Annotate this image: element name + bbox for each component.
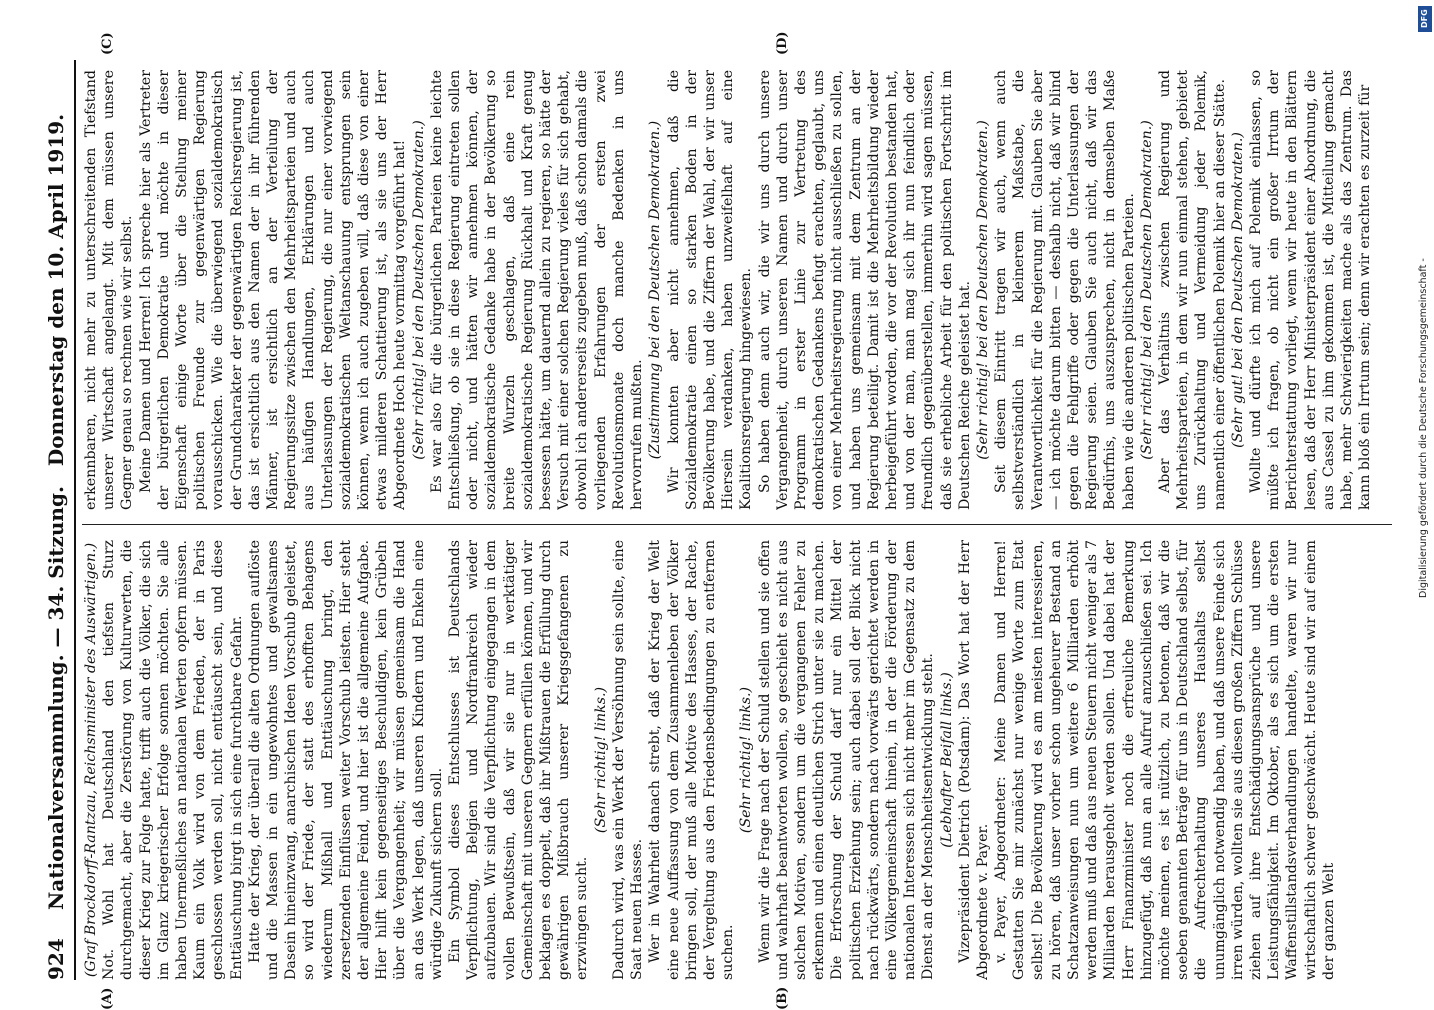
paragraph: Seit diesem Eintritt tragen wir auch, wenn auch selbstverständlich in kleinerem Maßstabe, die Verantwortlichkeit für die Regierung mit. Glauben Sie aber — ich möchte darum bitten — deshalb nicht, daß wir blind gegen die Fehlgriffe oder gegen die Unterlassungen der Regierung seien. Glauben Sie auch nicht, daß wir das Bedürfnis, uns auszusprechen, nicht in demselben Maße haben wie die anderen politischen Parteien. bbox=[993, 70, 1137, 510]
paragraph: Wenn wir die Frage nach der Schuld stellen und sie offen und wahrhaft beantworten wollen, so geschieht es nicht aus solchen Motiven, sondern um die vergangenen Fehler zu erkennen und einen deutlichen Strich unter sie zu machen. Die Erforschung der Schuld darf nur ein Mittel der politischen Erziehung sein; auch dabei soll der Blick nicht nach rückwärts, sondern nach vorwärts gerichtet werden in eine Völkergemeinschaft hinein, in der die Förderung der nationalen Interessen sich nicht mehr im Gegensatz zu dem Dienst an der Menschheitsentwicklung steht. bbox=[756, 540, 937, 980]
paragraph: Wollte und dürfte ich mich auf Polemik einlassen, so müßte ich fragen, ob nicht ein großer Irrtum der Berichterstattung vorliegt, wenn wir heute in den Blättern lesen, daß der Herr Ministerpräsident einer Abordnung, die aus Cassel zu ihm gekommen ist, die Mitteilung gemacht habe, mehr Schwierigkeiten mache als das Zentrum. Das kann bloß ein Irrtum sein; denn wir erachten es zurzeit für bbox=[1248, 70, 1374, 510]
digitization-stamp bbox=[1418, 6, 1432, 996]
interjection: (Lebhafter Beifall links.) bbox=[938, 672, 955, 848]
interjection: (Sehr richtig! links.) bbox=[592, 686, 609, 834]
paragraph: v. Payer, Abgeordneter: Meine Damen und Herren! Gestatten Sie mir zunächst nur wenige Worte zum Etat selbst! Die Bevölkerung wird es am meisten interessieren, zu hören, daß unser vorher schon ungeheurer Bestand an Schatzanweisungen nun um weitere 6 Milliarden erhöht werden muß und daß aus neuen Steuern nicht weniger als 7 Milliarden herausgeholt werden sollen. Und dabei hat der Herr Finanzminister noch die erfreuliche Bemerkung hinzugefügt, daß nun an alle Aufruf anzuschließen sei. Ich möchte meinen, es ist nützlich, zu betonen, daß wir die soeben genannten Beträge für uns in Deutschland selbst, für die Aufrechterhaltung unseres Haushalts selbst unumgänglich notwendig haben, und daß unsere Feinde sich irren würden, wollten sie aus diesen großen Ziffern Schlüsse ziehen auf ihre Entschädigungsansprüche und unsere Leistungsfähigkeit. Im Oktober, als es sich um die ersten Waffenstillstandsverhandlungen handelte, waren wir nur wirtschaftlich schwer geschwächt. Heute sind wir auf einem der ganzen Welt bbox=[993, 540, 1337, 980]
paragraph: Hatte der Krieg, der überall die alten Ordnungen auflöste und die Massen in ein ungewohntes und gewaltsames Dasein hineinzwang, anarchischen Ideen Vorschub geleistet, so wird der Friede, der statt des erhofften Behagens wiederum Mißhall und Enttäuschung bringt, den zersetzenden Einflüssen weiter Vorschub leisten. Hier steht der allgemeine Feind, und hier ist die allgemeine Aufgabe. Hier hilft kein gegenseitiges Beschuldigen, kein Grübeln über die Vergangenheit; wir müssen gemeinsam die Hand an das Werk legen, daß unseren Kindern und Enkeln eine würdige Zukunft sichern soll. bbox=[246, 540, 445, 980]
margin-mark-c: (C) bbox=[100, 32, 115, 55]
paragraph: So haben denn auch wir, die wir uns durch unsere Vergangenheit, durch unseren Namen und durch unser Programm in erster Linie zur Vertretung des demokratischen Gedankens befugt erachten, geglaubt, uns von einer Mehrheitsregierung nicht ausschließen zu sollen, und haben uns gemeinsam mit dem Zentrum an der Regierung beteiligt. Damit ist die Mehrheitsbildung wieder herbeigeführt worden, die vor der Revolution bestanden hat, und von der man, man mag sich ihr nun feindlich oder freundlich gegenüberstellen, immerhin wird sagen müssen, daß sie erhebliche Arbeit für den politischen Fortschritt im Deutschen Reiche geleistet hat. bbox=[756, 70, 973, 510]
running-date: Donnerstag den 10. April 1919. bbox=[44, 113, 68, 467]
interjection: (Zustimmung bei den Deutschen Demokraten.) bbox=[647, 120, 664, 460]
page-number: 924 bbox=[44, 938, 68, 980]
paragraph: Meine Damen und Herren! Ich spreche hier als Vertreter der bürgerlichen Demokratie und möchte in dieser Eigenschaft einige Worte über die Stellung meiner politischen Freunde zur gegenwärtigen Regierung vorausschicken. Wie die überwiegend sozialdemokratisch der Grundcharakter der gegenwärtigen Reichsregierung ist, das ist ersichtlich aus den Namen der in ihr führenden Männer, ist ersichtlich an der Verteilung der Regierungssitze zwischen den Mehrheitsparteien und auch aus häufigen Handlungen, Erklärungen und auch Unterlassungen der Regierung, die nur einer vorwiegend sozialdemokratischen Weltanschauung entsprungen sein können, wenn ich auch zugeben will, daß diese von einer etwas milderen Schattierung ist, als sie uns der Herr Abgeordnete Hoch heute vormittag vorgeführt hat! bbox=[137, 70, 409, 510]
margin-mark-d: (D) bbox=[775, 31, 790, 55]
interjection: (Sehr richtig! links.) bbox=[738, 686, 755, 834]
paragraph: Es war also für die bürgerlichen Parteien keine leichte Entschließung, ob sie in diese Regierung eintreten sollen oder nicht, und hätten wir annehmen können, der sozialdemokratische Gedanke habe in der Bevölkerung so breite Wurzeln geschlagen, daß eine rein sozialdemokratische Regierung Rückhalt und Kraft genug besessen hätte, um dauernd allein zu regieren, so hätte der Versuch mit einer solchen Regierung vieles für sich gehabt, obwohl ich andererseits zugeben muß, daß schon damals die vorliegenden Erfahrungen der ersten zwei Revolutionsmonate doch manche Bedenken in uns hervorrufen mußten. bbox=[428, 70, 646, 510]
speaker-intro: (Graf Brockdorff-Rantzau, Reichsminister des Auswärtigen.) bbox=[83, 542, 99, 978]
running-title: Nationalversammlung. — 34. Sitzung. bbox=[44, 486, 68, 910]
interjection: (Sehr richtig! bei den Deutschen Demokraten.) bbox=[974, 120, 991, 460]
paragraph: Ein Symbol dieses Entschlusses ist Deutschlands Verpflichtung, Belgien und Nordfrankreich wieder aufzubauen. Wir sind die Verpflichtung eingegangen in dem vollen Bewußtsein, daß wir sie nur in werktätiger Gemeinschaft mit unseren Gegnern erfüllen können, und wir beklagen es doppelt, daß ihr Mißtrauen die Erfüllung durch gewährigen Mißbrauch unserer Kriegsgefangenen zu erzwingen sucht. bbox=[447, 540, 591, 980]
paragraph: Not. Wohl hat Deutschland den tiefsten Sturz durchgemacht, aber die Zerstörung von Kulturwerten, die dieser Krieg zur Folge hatte, trifft auch die Völker, die sich im Glanz kriegerischer Erfolge sonnen möchten. Sie alle haben Unermeßliches an nationalen Werten opfern müssen. Kaum ein Volk wird von dem Frieden, der in Paris geschlossen werden soll, nicht enttäuscht sein, und diese Enttäuschung birgt in sich eine furchtbare Gefahr. bbox=[101, 540, 245, 980]
paragraph: Wer in Wahrheit danach strebt, daß der Krieg der Welt eine neue Auffassung von dem Zusammenleben der Völker bringen soll, der muß alle Motive des Hasses, der Rache, der Vergeltung aus den Friedensbedingungen zu entfernen suchen. bbox=[647, 540, 737, 980]
paragraph: Aber das Verhältnis zwischen Regierung und Mehrheitsparteien, in dem wir nun einmal stehen, gebietet uns Zurückhaltung und Vermeidung jeder Polemik, namentlich einer öffentlichen Polemik hier an dieser Stätte. bbox=[1156, 70, 1228, 510]
right-text-column bbox=[82, 70, 1402, 510]
header-rule bbox=[74, 60, 76, 980]
left-text-column bbox=[82, 540, 1402, 980]
digitization-notice: Digitalisierung gefördert durch die Deutsche Forschungsgemeinschaft - bbox=[1418, 258, 1429, 598]
page-header bbox=[40, 60, 72, 980]
margin-mark-b: (B) bbox=[775, 986, 790, 1010]
dfg-logo-badge: DFG bbox=[1418, 6, 1432, 32]
paragraph: Vizepräsident Dietrich (Potsdam): Das Wort hat der Herr Abgeordnete v. Payer. bbox=[956, 540, 991, 980]
paragraph: erkennbaren, nicht mehr zu unterschreitenden Tiefstand unserer Wirtschaft angelangt. Mit dem müssen unsere Gegner genau so rechnen wie wir selbst. bbox=[83, 70, 136, 510]
paragraph: Dadurch wird, was ein Werk der Versöhnung sein sollte, eine Saat neuen Hasses. bbox=[610, 540, 646, 980]
column-separator bbox=[82, 524, 1392, 525]
interjection: (Sehr richtig! bei den Deutschen Demokraten.) bbox=[410, 120, 427, 460]
rotated-scan-page bbox=[40, 31, 1410, 1010]
margin-mark-a: (A) bbox=[100, 987, 115, 1010]
interjection: (Sehr gut! bei den Deutschen Demokraten.) bbox=[1229, 132, 1246, 448]
interjection: (Sehr richtig! bei den Deutschen Demokraten.) bbox=[1138, 120, 1155, 460]
paragraph: Wir konnten aber nicht annehmen, daß die Sozialdemokratie einen so starken Boden in der Bevölkerung habe, und die Ziffern der Wahl, der wir unser Hiersein verdanken, haben unzweifelhaft auf eine Koalitionsregierung hingewiesen. bbox=[665, 70, 755, 510]
